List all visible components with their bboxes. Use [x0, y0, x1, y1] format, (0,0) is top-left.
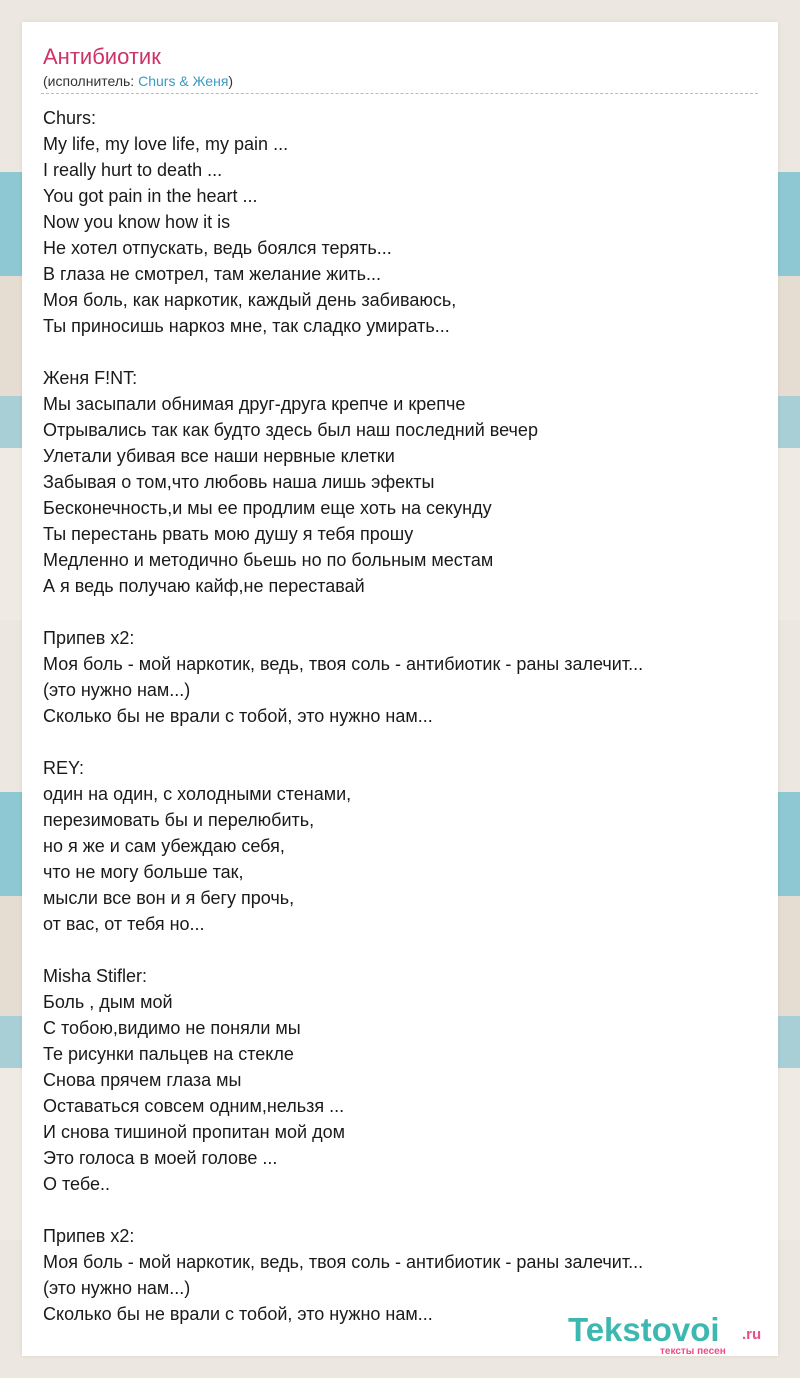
lyric-line: И снова тишиной пропитан мой дом — [43, 1122, 345, 1142]
lyric-line: что не могу больше так, — [43, 862, 244, 882]
lyric-line: I really hurt to death ... — [43, 160, 223, 180]
artist-line — [43, 72, 233, 90]
lyric-line: Misha Stifler: — [43, 966, 148, 986]
lyric-line: Припев x2: — [43, 1226, 135, 1246]
lyric-line: перезимовать бы и перелюбить, — [43, 810, 315, 830]
stanza-rey — [43, 755, 763, 937]
lyric-line: Сколько бы не врали с тобой, это нужно нам... — [43, 1304, 433, 1324]
lyric-line: Моя боль - мой наркотик, ведь, твоя соль - антибиотик - раны залечит... — [43, 1252, 644, 1272]
lyric-line: (это нужно нам...) — [43, 1278, 191, 1298]
lyric-line: Это голоса в моей голове ... — [43, 1148, 278, 1168]
lyric-line: Те рисунки пальцев на стекле — [43, 1044, 294, 1064]
lyric-line: Боль , дым мой — [43, 992, 173, 1012]
stanza-misha — [43, 963, 763, 1197]
lyrics-card — [22, 22, 778, 1356]
lyric-line: Моя боль, как наркотик, каждый день забиваюсь, — [43, 290, 457, 310]
lyric-line: А я ведь получаю кайф,не переставай — [43, 576, 365, 596]
lyric-line: Снова прячем глаза мы — [43, 1070, 242, 1090]
logo-tld: .ru — [742, 1326, 762, 1343]
lyric-line: (это нужно нам...) — [43, 680, 191, 700]
lyric-line: You got pain in the heart ... — [43, 186, 258, 206]
lyric-line: REY: — [43, 758, 85, 778]
lyric-line: от вас, от тебя но... — [43, 914, 205, 934]
tekstovoi-logo[interactable] — [568, 1312, 770, 1358]
lyric-line: один на один, с холодными стенами, — [43, 784, 352, 804]
lyric-line: Now you know how it is — [43, 212, 231, 232]
lyric-line: Сколько бы не врали с тобой, это нужно нам... — [43, 706, 433, 726]
lyrics-text — [43, 105, 763, 1353]
lyric-line: Оставаться совсем одним,нельзя ... — [43, 1096, 345, 1116]
lyric-line: Отрывались так как будто здесь был наш последний вечер — [43, 420, 538, 440]
artist-link[interactable]: Churs & Женя — [138, 73, 229, 89]
lyric-line: Женя F!NT: — [43, 368, 138, 388]
lyric-line: Ты перестань рвать мою душу я тебя прошу — [43, 524, 414, 544]
stanza-churs — [43, 105, 763, 339]
lyric-line: В глаза не смотрел, там желание жить... — [43, 264, 381, 284]
lyric-line: Не хотел отпускать, ведь боялся терять... — [43, 238, 392, 258]
lyric-line: С тобою,видимо не поняли мы — [43, 1018, 301, 1038]
lyric-line: Припев x2: — [43, 628, 135, 648]
lyric-line: Улетали убивая все наши нервные клетки — [43, 446, 395, 466]
lyric-line: Бесконечность,и мы ее продлим еще хоть на секунду — [43, 498, 492, 518]
stanza-zhenya — [43, 365, 763, 599]
logo-tagline: тексты песен — [660, 1346, 726, 1357]
lyric-line: Churs: — [43, 108, 97, 128]
lyric-line: Моя боль - мой наркотик, ведь, твоя соль - антибиотик - раны залечит... — [43, 654, 644, 674]
lyric-line: My life, my love life, my pain ... — [43, 134, 289, 154]
lyric-line: мысли все вон и я бегу прочь, — [43, 888, 295, 908]
lyric-line: Забывая о том,что любовь наша лишь эфекты — [43, 472, 435, 492]
lyric-line: Мы засыпали обнимая друг-друга крепче и крепче — [43, 394, 466, 414]
logo-wordmark: Tekstovoi — [568, 1311, 720, 1348]
song-title: Антибиотик — [43, 44, 161, 69]
artist-prefix: (исполнитель: — [43, 73, 139, 89]
lyric-line: О тебе.. — [43, 1174, 110, 1194]
artist-suffix: ) — [228, 73, 234, 89]
lyric-line: но я же и сам убеждаю себя, — [43, 836, 285, 856]
lyric-line: Медленно и методично бьешь но по больным местам — [43, 550, 494, 570]
title-divider — [41, 93, 758, 94]
stanza-chorus — [43, 625, 763, 729]
lyric-line: Ты приносишь наркоз мне, так сладко умирать... — [43, 316, 450, 336]
